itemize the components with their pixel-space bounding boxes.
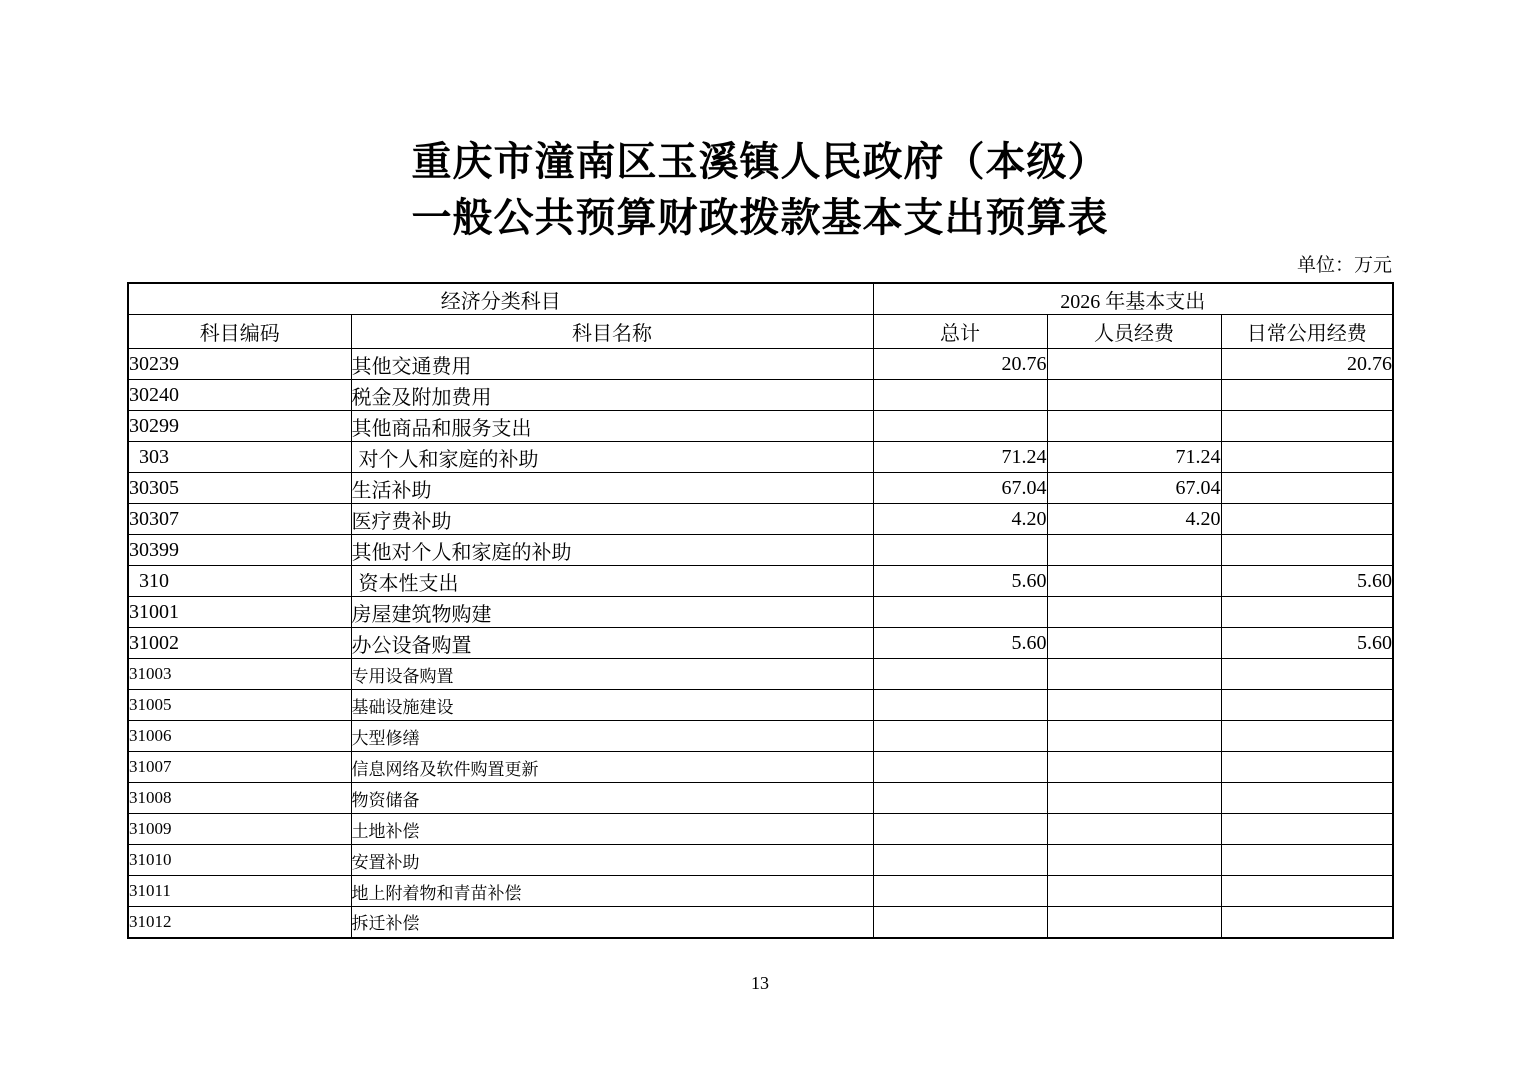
cell-name: 专用设备购置: [351, 659, 873, 690]
cell-personnel: 4.20: [1047, 504, 1221, 535]
cell-daily: [1221, 876, 1393, 907]
table-row: [128, 659, 1393, 690]
table-row: [128, 721, 1393, 752]
table-row: [128, 628, 1393, 659]
cell-personnel: [1047, 845, 1221, 876]
table-row: [128, 535, 1393, 566]
cell-code: 31005: [128, 690, 351, 721]
cell-code: 303: [128, 442, 351, 473]
cell-daily: [1221, 814, 1393, 845]
cell-daily: 5.60: [1221, 566, 1393, 597]
cell-daily: [1221, 442, 1393, 473]
cell-total: 71.24: [873, 442, 1047, 473]
cell-total: [873, 380, 1047, 411]
cell-name: 基础设施建设: [351, 690, 873, 721]
cell-name: 拆迁补偿: [351, 907, 873, 938]
column-header-subject-name: 科目名称: [351, 315, 873, 349]
cell-total: 4.20: [873, 504, 1047, 535]
cell-daily: 5.60: [1221, 628, 1393, 659]
budget-table: [127, 282, 1394, 939]
table-row: [128, 411, 1393, 442]
table-row: [128, 752, 1393, 783]
cell-daily: [1221, 752, 1393, 783]
cell-total: [873, 535, 1047, 566]
cell-daily: [1221, 473, 1393, 504]
budget-table-body: [128, 349, 1393, 938]
cell-code: 31011: [128, 876, 351, 907]
cell-total: [873, 752, 1047, 783]
cell-total: 5.60: [873, 566, 1047, 597]
header-economic-classification: 经济分类科目: [128, 283, 873, 315]
cell-total: [873, 845, 1047, 876]
table-row: [128, 845, 1393, 876]
cell-name: 信息网络及软件购置更新: [351, 752, 873, 783]
cell-personnel: [1047, 659, 1221, 690]
table-row: [128, 907, 1393, 938]
cell-personnel: [1047, 535, 1221, 566]
table-row: [128, 504, 1393, 535]
cell-name: 地上附着物和青苗补偿: [351, 876, 873, 907]
table-row: [128, 783, 1393, 814]
cell-total: [873, 814, 1047, 845]
cell-personnel: [1047, 752, 1221, 783]
cell-name: 对个人和家庭的补助: [351, 442, 873, 473]
cell-name: 资本性支出: [351, 566, 873, 597]
cell-name: 其他交通费用: [351, 349, 873, 380]
cell-name: 大型修缮: [351, 721, 873, 752]
cell-daily: [1221, 597, 1393, 628]
table-row: [128, 442, 1393, 473]
table-row: [128, 349, 1393, 380]
cell-daily: [1221, 659, 1393, 690]
unit-note: 单位：万元: [1296, 255, 1392, 276]
cell-code: 31006: [128, 721, 351, 752]
cell-personnel: [1047, 783, 1221, 814]
header-basic-expenditure-2026: 2026 年基本支出: [873, 283, 1393, 315]
cell-name: 土地补偿: [351, 814, 873, 845]
cell-personnel: 71.24: [1047, 442, 1221, 473]
cell-personnel: [1047, 628, 1221, 659]
cell-code: 30399: [128, 535, 351, 566]
cell-total: [873, 659, 1047, 690]
cell-code: 30239: [128, 349, 351, 380]
cell-code: 31009: [128, 814, 351, 845]
cell-code: 310: [128, 566, 351, 597]
header-columns-row: [128, 315, 1393, 349]
cell-code: 31002: [128, 628, 351, 659]
cell-name: 税金及附加费用: [351, 380, 873, 411]
cell-daily: [1221, 504, 1393, 535]
cell-code: 31007: [128, 752, 351, 783]
cell-code: 30299: [128, 411, 351, 442]
cell-daily: [1221, 721, 1393, 752]
column-header-daily-public-expense: 日常公用经费: [1221, 315, 1393, 349]
cell-name: 医疗费补助: [351, 504, 873, 535]
table-row: [128, 473, 1393, 504]
cell-personnel: [1047, 721, 1221, 752]
cell-daily: [1221, 845, 1393, 876]
cell-code: 30307: [128, 504, 351, 535]
cell-personnel: [1047, 566, 1221, 597]
column-header-personnel-expense: 人员经费: [1047, 315, 1221, 349]
column-header-subject-code: 科目编码: [128, 315, 351, 349]
cell-personnel: [1047, 349, 1221, 380]
cell-total: [873, 690, 1047, 721]
cell-total: [873, 876, 1047, 907]
cell-daily: [1221, 783, 1393, 814]
cell-total: [873, 411, 1047, 442]
cell-code: 31001: [128, 597, 351, 628]
cell-daily: [1221, 907, 1393, 938]
cell-total: [873, 907, 1047, 938]
table-row: [128, 597, 1393, 628]
cell-personnel: 67.04: [1047, 473, 1221, 504]
cell-total: 5.60: [873, 628, 1047, 659]
cell-name: 房屋建筑物购建: [351, 597, 873, 628]
cell-code: 31003: [128, 659, 351, 690]
table-row: [128, 876, 1393, 907]
cell-name: 安置补助: [351, 845, 873, 876]
page-number: 13: [751, 972, 769, 993]
cell-name: 生活补助: [351, 473, 873, 504]
cell-name: 其他商品和服务支出: [351, 411, 873, 442]
cell-code: 30240: [128, 380, 351, 411]
cell-code: 31010: [128, 845, 351, 876]
cell-code: 31012: [128, 907, 351, 938]
cell-code: 31008: [128, 783, 351, 814]
cell-personnel: [1047, 411, 1221, 442]
cell-personnel: [1047, 907, 1221, 938]
cell-daily: [1221, 690, 1393, 721]
column-header-total: 总计: [873, 315, 1047, 349]
cell-personnel: [1047, 876, 1221, 907]
cell-total: 20.76: [873, 349, 1047, 380]
cell-personnel: [1047, 814, 1221, 845]
cell-personnel: [1047, 597, 1221, 628]
cell-daily: [1221, 411, 1393, 442]
cell-total: [873, 597, 1047, 628]
cell-personnel: [1047, 380, 1221, 411]
cell-total: [873, 721, 1047, 752]
table-row: [128, 566, 1393, 597]
cell-personnel: [1047, 690, 1221, 721]
cell-code: 30305: [128, 473, 351, 504]
title-line-2: 一般公共预算财政拨款基本支出预算表: [411, 195, 1109, 240]
table-row: [128, 380, 1393, 411]
header-group-row: [128, 283, 1393, 315]
cell-name: 办公设备购置: [351, 628, 873, 659]
cell-total: 67.04: [873, 473, 1047, 504]
cell-daily: [1221, 535, 1393, 566]
cell-daily: 20.76: [1221, 349, 1393, 380]
cell-name: 物资储备: [351, 783, 873, 814]
cell-total: [873, 783, 1047, 814]
cell-name: 其他对个人和家庭的补助: [351, 535, 873, 566]
document-title: [0, 134, 1520, 246]
table-row: [128, 814, 1393, 845]
cell-daily: [1221, 380, 1393, 411]
table-row: [128, 690, 1393, 721]
title-line-1: 重庆市潼南区玉溪镇人民政府（本级）: [411, 139, 1109, 184]
